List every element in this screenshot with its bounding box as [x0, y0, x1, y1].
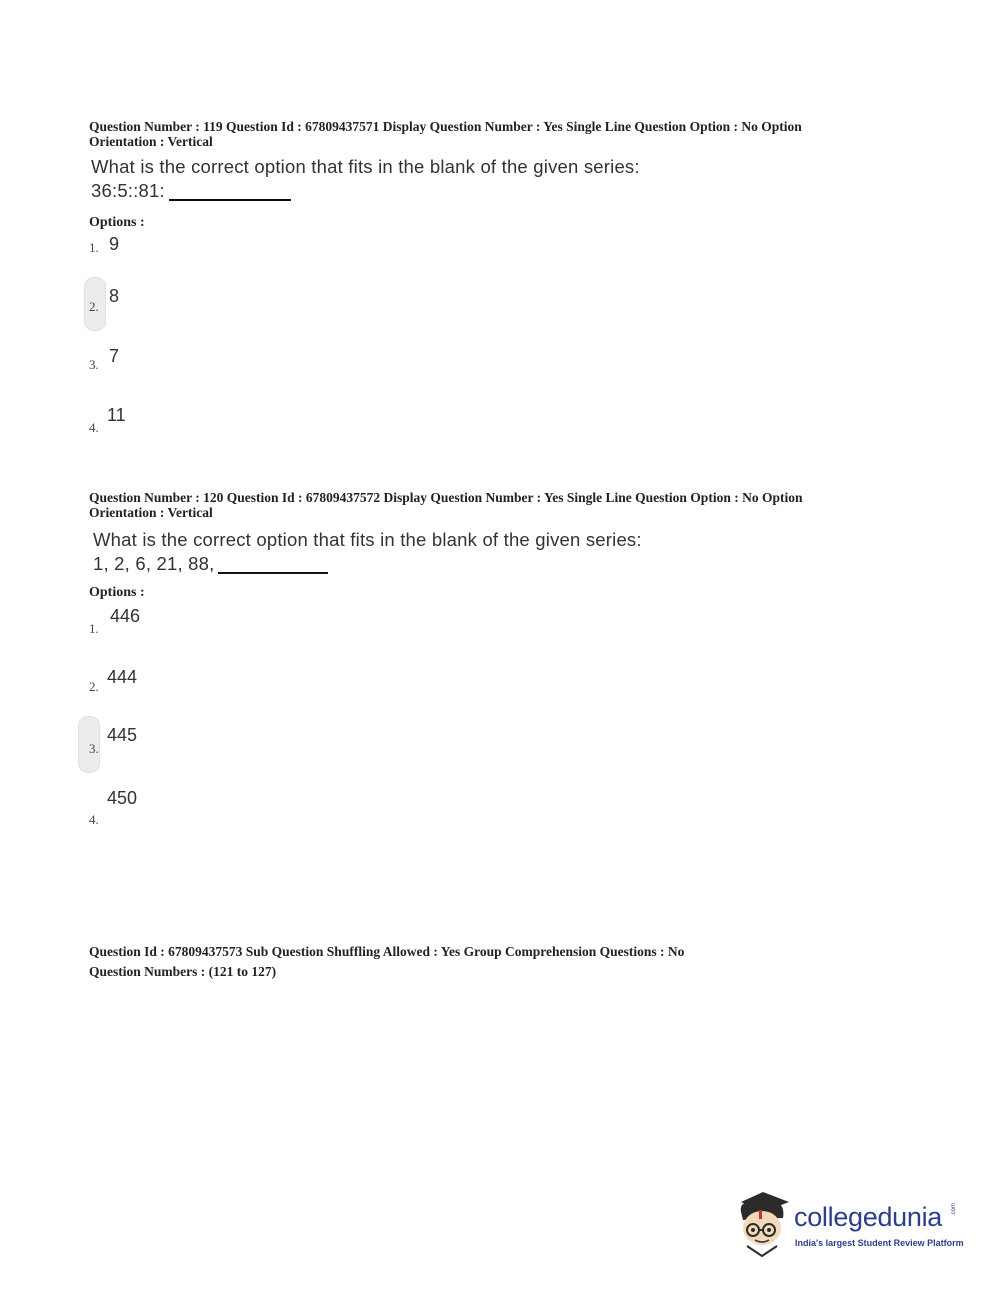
logo-wordmark: collegedunia	[794, 1202, 943, 1232]
q120-question-text	[93, 528, 642, 576]
q119-answer-blank	[169, 199, 291, 201]
q120-answer-blank	[218, 572, 328, 574]
q119-options-label: Options :	[89, 215, 145, 230]
q120-text-line1: What is the correct option that fits in the blank of the given series:	[93, 529, 642, 550]
q119-option-1-value[interactable]: 9	[109, 234, 120, 254]
q120-option-2-value[interactable]: 444	[107, 667, 138, 687]
q119-option-4-value[interactable]: 11	[107, 405, 126, 425]
q119-option-2-value[interactable]: 8	[109, 286, 120, 306]
q119-question-text	[91, 155, 640, 203]
q119-metadata	[89, 119, 889, 149]
q120-option-4-value[interactable]: 450	[107, 788, 138, 808]
q120-option-1-value[interactable]: 446	[110, 606, 141, 626]
q119-option-3-number: 3.	[89, 357, 99, 372]
q119-option-1-number: 1.	[89, 240, 99, 255]
q119-option-3-value[interactable]: 7	[109, 346, 120, 366]
q120-options-label: Options :	[89, 585, 145, 600]
q120-metadata	[89, 490, 889, 520]
q120-option-3-number: 3.	[89, 741, 99, 756]
q119-text-line1: What is the correct option that fits in the blank of the given series:	[91, 156, 640, 177]
logo-tagline: India's largest Student Review Platform	[795, 1238, 964, 1248]
q120-option-2-number: 2.	[89, 679, 99, 694]
group-line2: Question Numbers : (121 to 127)	[89, 964, 277, 979]
collegedunia-logo	[733, 1188, 963, 1263]
q119-text-line2: 36:5::81:	[91, 180, 165, 201]
q120-meta-line2: Orientation : Vertical	[89, 505, 213, 520]
group-line1: Question Id : 67809437573 Sub Question Shuffling Allowed : Yes Group Comprehension Questions : No	[89, 944, 685, 959]
q119-option-2-number: 2.	[89, 299, 99, 314]
q119-meta-line1: Question Number : 119 Question Id : 67809437571 Display Question Number : Yes Single Line Question Option : No Option	[89, 119, 802, 134]
q120-option-3-value[interactable]: 445	[107, 725, 138, 745]
logo-dotcom: .com	[951, 1202, 957, 1216]
q119-option-4-number: 4.	[89, 420, 99, 435]
group-comprehension-info	[89, 942, 889, 982]
q119-meta-line2: Orientation : Vertical	[89, 134, 213, 149]
q120-option-1-number: 1.	[89, 621, 99, 636]
q120-option-4-number: 4.	[89, 812, 99, 827]
q120-text-line2: 1, 2, 6, 21, 88,	[93, 553, 215, 574]
q120-meta-line1: Question Number : 120 Question Id : 67809437572 Display Question Number : Yes Single Line Question Option : No Option	[89, 490, 803, 505]
student-mascot-icon	[733, 1188, 795, 1263]
